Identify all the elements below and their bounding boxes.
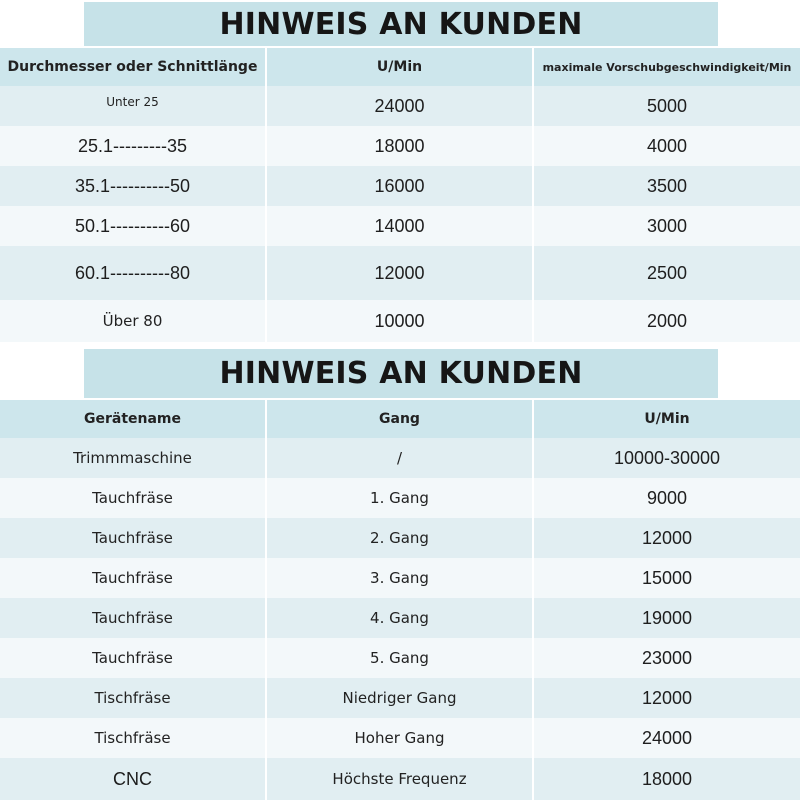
row-gear: 5. Gang — [267, 638, 534, 678]
row-device: Tischfräse — [0, 678, 267, 718]
row-rpm: 16000 — [267, 166, 534, 206]
table-header-row — [0, 400, 800, 438]
row-rpm: 18000 — [267, 126, 534, 166]
table-row — [0, 718, 800, 758]
row-rpm: 23000 — [641, 647, 693, 668]
row-gear: 1. Gang — [267, 478, 534, 518]
header-diameter: Durchmesser oder Schnittlänge — [0, 48, 267, 86]
row-rpm: 9000 — [646, 487, 688, 508]
row-diameter: 25.1---------35 — [0, 126, 267, 166]
row-diameter: 35.1----------50 — [0, 166, 267, 206]
row-rpm: 12000 — [641, 527, 693, 548]
header-gear: Gang — [267, 400, 534, 438]
row-gear: 4. Gang — [267, 598, 534, 638]
row-gear: Niedriger Gang — [267, 678, 534, 718]
row-rpm: 24000 — [267, 86, 534, 126]
table-row — [0, 758, 800, 800]
header-max-feed: maximale Vorschubgeschwindigkeit/Min — [542, 60, 792, 74]
table-row — [0, 300, 800, 342]
row-rpm: 15000 — [641, 567, 693, 588]
row-gear: Höchste Frequenz — [267, 758, 534, 800]
row-max-feed: 4000 — [646, 135, 688, 156]
row-rpm: 12000 — [641, 687, 693, 708]
row-device: Tauchfräse — [0, 558, 267, 598]
row-gear: 2. Gang — [267, 518, 534, 558]
row-diameter: 50.1----------60 — [0, 206, 267, 246]
row-rpm: 24000 — [641, 727, 693, 748]
table-row — [0, 86, 800, 126]
table-row — [0, 206, 800, 246]
table-row — [0, 126, 800, 166]
row-gear: Hoher Gang — [267, 718, 534, 758]
row-device: Tauchfräse — [0, 478, 267, 518]
row-diameter: Unter 25 — [0, 86, 267, 126]
row-device: Tauchfräse — [0, 598, 267, 638]
row-diameter: 60.1----------80 — [0, 246, 267, 300]
row-rpm: 10000 — [267, 300, 534, 342]
row-device: Trimmmaschine — [0, 438, 267, 478]
table-row — [0, 518, 800, 558]
table-row — [0, 558, 800, 598]
row-max-feed: 3000 — [646, 215, 688, 236]
row-rpm: 19000 — [641, 607, 693, 628]
table2-title: HINWEIS AN KUNDEN — [84, 349, 718, 398]
row-device: Tischfräse — [0, 718, 267, 758]
row-max-feed: 2500 — [646, 262, 688, 283]
table-header-row — [0, 48, 800, 86]
table-row — [0, 246, 800, 300]
header-device-name: Gerätename — [0, 400, 267, 438]
table-row — [0, 438, 800, 478]
row-gear: 3. Gang — [267, 558, 534, 598]
row-device: Tauchfräse — [0, 638, 267, 678]
table-row — [0, 598, 800, 638]
row-rpm: 12000 — [267, 246, 534, 300]
row-rpm: 10000-30000 — [613, 447, 721, 468]
row-rpm: 18000 — [641, 768, 693, 789]
row-max-feed: 5000 — [646, 95, 688, 116]
row-gear: / — [267, 438, 534, 478]
row-max-feed: 2000 — [646, 310, 688, 331]
row-max-feed: 3500 — [646, 175, 688, 196]
table-row — [0, 678, 800, 718]
table-row — [0, 638, 800, 678]
row-device: Tauchfräse — [0, 518, 267, 558]
table-row — [0, 478, 800, 518]
table1-title: HINWEIS AN KUNDEN — [84, 2, 718, 46]
row-diameter: Über 80 — [0, 300, 267, 342]
row-device: CNC — [0, 758, 267, 800]
header-rpm: U/Min — [267, 48, 534, 86]
header-rpm: U/Min — [644, 411, 690, 427]
table-row — [0, 166, 800, 206]
row-rpm: 14000 — [267, 206, 534, 246]
